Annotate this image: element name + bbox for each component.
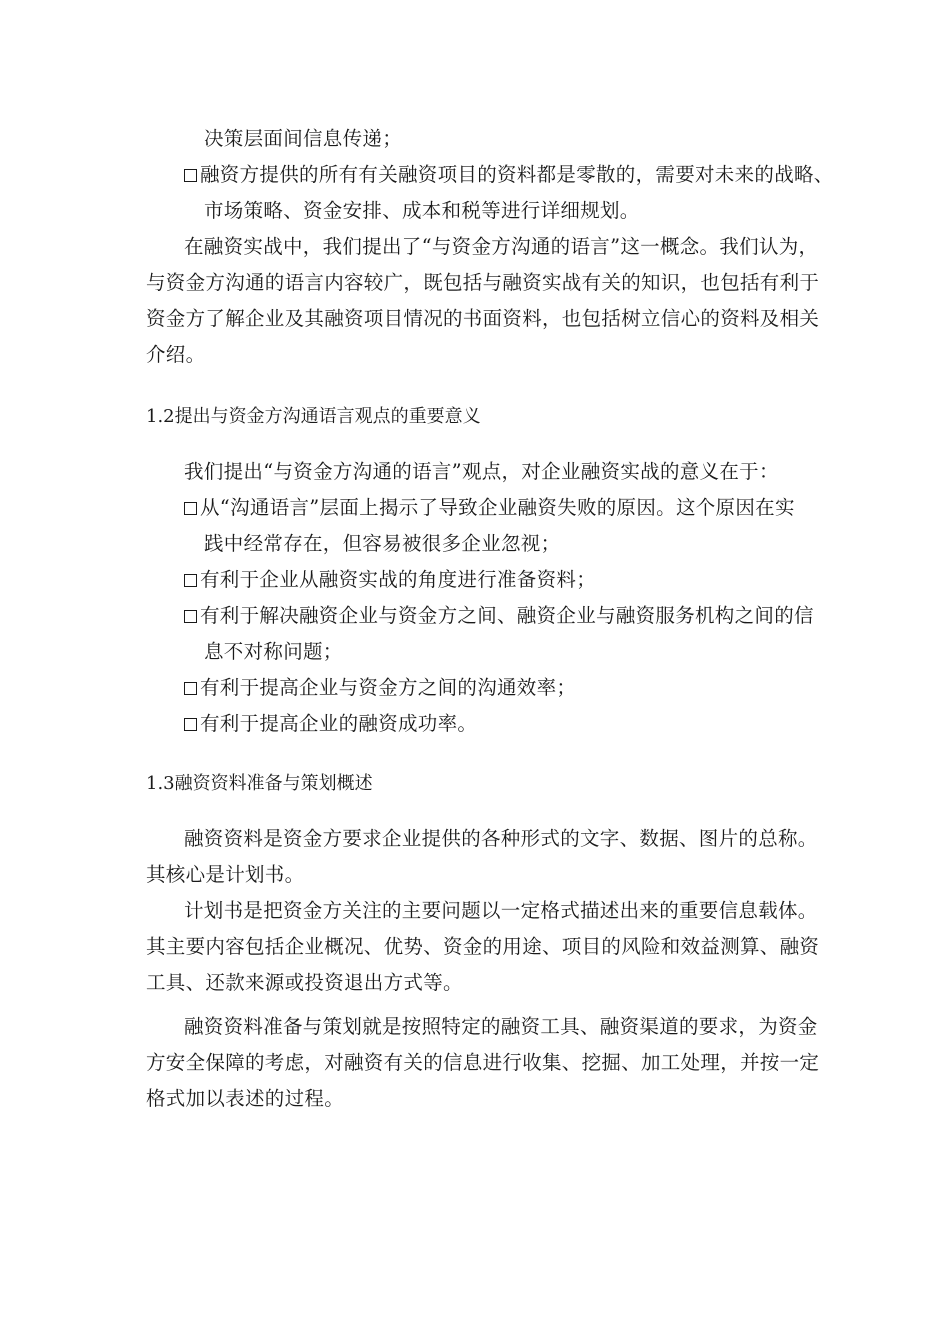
paragraph-line: 其核心是计划书。 — [146, 863, 305, 886]
bullet-text: 有利于提高企业与资金方之间的沟通效率； — [200, 676, 577, 699]
bullet-continuation: 市场策略、资金安排、成本和税等进行详细规划。 — [204, 199, 640, 222]
bullet-text: 有利于企业从融资实战的角度进行准备资料； — [200, 568, 597, 591]
paragraph-line: 方安全保障的考虑，对融资有关的信息进行收集、挖掘、加工处理，并按一定 — [146, 1051, 820, 1074]
bullet-item — [184, 567, 596, 593]
section-heading: 1.2提出与资金方沟通语言观点的重要意义 — [146, 406, 481, 427]
checkbox-bullet-icon — [184, 502, 197, 515]
bullet-continuation: 息不对称问题； — [204, 640, 343, 663]
section-heading: 1.3融资资料准备与策划概述 — [146, 773, 373, 794]
paragraph-line: 融资资料准备与策划就是按照特定的融资工具、融资渠道的要求，为资金 — [184, 1015, 818, 1038]
bullet-item — [184, 675, 576, 701]
bullet-continuation: 践中经常存在，但容易被很多企业忽视； — [204, 532, 561, 555]
bullet-text: 融资方提供的所有有关融资项目的资料都是零散的，需要对未来的战略、 — [200, 163, 834, 186]
bullet-text: 有利于解决融资企业与资金方之间、融资企业与融资服务机构之间的信 — [200, 604, 814, 627]
paragraph-line: 融资资料是资金方要求企业提供的各种形式的文字、数据、图片的总称。 — [184, 827, 818, 850]
bullet-item — [184, 162, 834, 188]
paragraph-line: 资金方了解企业及其融资项目情况的书面资料，也包括树立信心的资料及相关 — [146, 307, 820, 330]
checkbox-bullet-icon — [184, 610, 197, 623]
checkbox-bullet-icon — [184, 682, 197, 695]
paragraph-line: 计划书是把资金方关注的主要问题以一定格式描述出来的重要信息载体。 — [184, 899, 818, 922]
paragraph-line: 在融资实战中，我们提出了“与资金方沟通的语言”这一概念。我们认为， — [184, 235, 819, 258]
checkbox-bullet-icon — [184, 169, 197, 182]
bullet-item — [184, 711, 477, 737]
paragraph-line: 工具、还款来源或投资退出方式等。 — [146, 971, 463, 994]
bullet-item — [184, 603, 814, 629]
bullet-text: 有利于提高企业的融资成功率。 — [200, 712, 478, 735]
bullet-continuation: 决策层面间信息传递； — [204, 127, 403, 150]
paragraph-line: 我们提出“与资金方沟通的语言”观点，对企业融资实战的意义在于： — [184, 460, 779, 483]
paragraph-line: 格式加以表述的过程。 — [146, 1087, 345, 1110]
checkbox-bullet-icon — [184, 718, 197, 731]
bullet-item — [184, 495, 795, 521]
paragraph-line: 与资金方沟通的语言内容较广，既包括与融资实战有关的知识，也包括有利于 — [146, 271, 820, 294]
bullet-text: 从“沟通语言”层面上揭示了导致企业融资失败的原因。这个原因在实 — [200, 496, 795, 519]
paragraph-line: 介绍。 — [146, 343, 206, 366]
paragraph-line: 其主要内容包括企业概况、优势、资金的用途、项目的风险和效益测算、融资 — [146, 935, 820, 958]
checkbox-bullet-icon — [184, 574, 197, 587]
